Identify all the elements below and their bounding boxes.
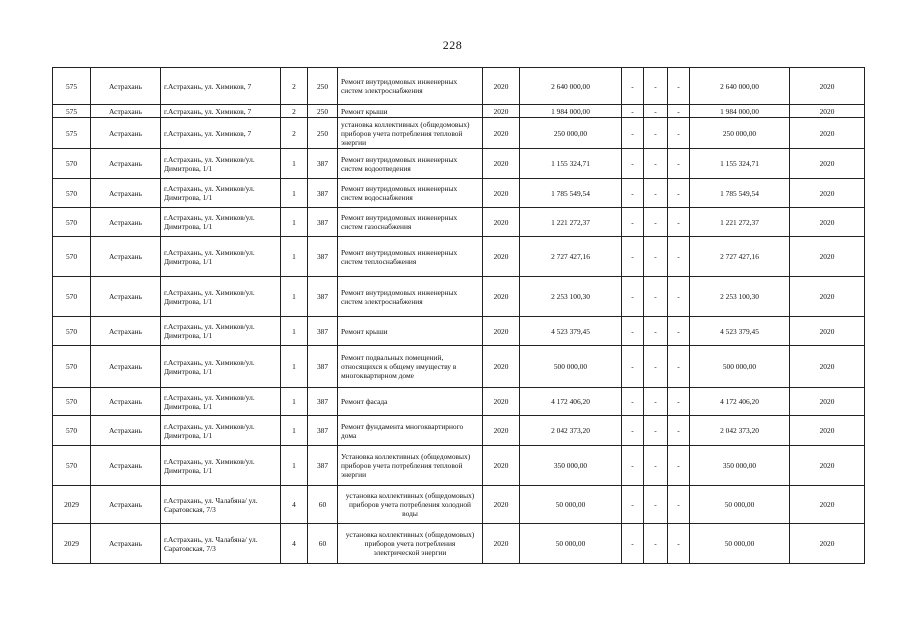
- cost-cell: 2 640 000,00: [520, 68, 622, 105]
- year-cell: 2020: [483, 346, 520, 388]
- row-number: 2029: [53, 524, 91, 564]
- dash-cell-2: -: [644, 524, 668, 564]
- dash-cell-2: -: [644, 105, 668, 118]
- dash-cell-3: -: [668, 346, 690, 388]
- dash-cell-2: -: [644, 68, 668, 105]
- floors-cell: 2: [281, 68, 308, 105]
- floors-cell: 1: [281, 179, 308, 208]
- dash-cell-1: -: [622, 179, 644, 208]
- cost-cell: 500 000,00: [520, 346, 622, 388]
- apartments-cell: 387: [308, 277, 338, 317]
- dash-cell-2: -: [644, 237, 668, 277]
- apartments-cell: 387: [308, 416, 338, 446]
- completion-year-cell: 2020: [790, 446, 865, 486]
- completion-year-cell: 2020: [790, 416, 865, 446]
- table-row: [53, 208, 865, 237]
- dash-cell-2: -: [644, 388, 668, 416]
- address-cell: г.Астрахань, ул. Химиков/ул. Димитрова, 1/1: [161, 179, 281, 208]
- work-type-cell: Ремонт крыши: [338, 317, 483, 346]
- year-cell: 2020: [483, 237, 520, 277]
- dash-cell-3: -: [668, 105, 690, 118]
- year-cell: 2020: [483, 118, 520, 149]
- total-cost-cell: 4 523 379,45: [690, 317, 790, 346]
- row-number: 570: [53, 277, 91, 317]
- floors-cell: 2: [281, 105, 308, 118]
- city-cell: Астрахань: [91, 237, 161, 277]
- dash-cell-2: -: [644, 118, 668, 149]
- dash-cell-1: -: [622, 446, 644, 486]
- city-cell: Астрахань: [91, 208, 161, 237]
- dash-cell-3: -: [668, 416, 690, 446]
- table-row: [53, 179, 865, 208]
- row-number: 570: [53, 317, 91, 346]
- completion-year-cell: 2020: [790, 317, 865, 346]
- year-cell: 2020: [483, 416, 520, 446]
- completion-year-cell: 2020: [790, 524, 865, 564]
- floors-cell: 1: [281, 388, 308, 416]
- cost-cell: 2 727 427,16: [520, 237, 622, 277]
- completion-year-cell: 2020: [790, 118, 865, 149]
- cost-cell: 1 984 000,00: [520, 105, 622, 118]
- floors-cell: 1: [281, 446, 308, 486]
- dash-cell-2: -: [644, 277, 668, 317]
- dash-cell-2: -: [644, 179, 668, 208]
- year-cell: 2020: [483, 388, 520, 416]
- work-type-cell: Ремонт внутридомовых инженерных систем электроснабжения: [338, 68, 483, 105]
- cost-cell: 1 785 549,54: [520, 179, 622, 208]
- apartments-cell: 250: [308, 118, 338, 149]
- dash-cell-3: -: [668, 446, 690, 486]
- address-cell: г.Астрахань, ул. Химиков/ул. Димитрова, 1/1: [161, 446, 281, 486]
- apartments-cell: 60: [308, 486, 338, 524]
- table-row: [53, 416, 865, 446]
- address-cell: г.Астрахань, ул. Химиков/ул. Димитрова, 1/1: [161, 208, 281, 237]
- table-row: [53, 237, 865, 277]
- cost-cell: 250 000,00: [520, 118, 622, 149]
- work-type-cell: установка коллективных (общедомовых) приборов учета потребления тепловой энергии: [338, 118, 483, 149]
- work-type-cell: Ремонт подвальных помещений, относящихся к общему имуществу в многоквартирном доме: [338, 346, 483, 388]
- city-cell: Астрахань: [91, 277, 161, 317]
- year-cell: 2020: [483, 68, 520, 105]
- repair-schedule-table: [52, 67, 865, 564]
- completion-year-cell: 2020: [790, 346, 865, 388]
- city-cell: Астрахань: [91, 105, 161, 118]
- total-cost-cell: 2 727 427,16: [690, 237, 790, 277]
- floors-cell: 1: [281, 237, 308, 277]
- completion-year-cell: 2020: [790, 68, 865, 105]
- table-row: [53, 105, 865, 118]
- dash-cell-1: -: [622, 118, 644, 149]
- row-number: 2029: [53, 486, 91, 524]
- city-cell: Астрахань: [91, 388, 161, 416]
- dash-cell-3: -: [668, 486, 690, 524]
- dash-cell-3: -: [668, 208, 690, 237]
- address-cell: г.Астрахань, ул. Химиков/ул. Димитрова, 1/1: [161, 416, 281, 446]
- work-type-cell: Ремонт фасада: [338, 388, 483, 416]
- dash-cell-2: -: [644, 446, 668, 486]
- total-cost-cell: 50 000,00: [690, 486, 790, 524]
- completion-year-cell: 2020: [790, 105, 865, 118]
- cost-cell: 50 000,00: [520, 486, 622, 524]
- floors-cell: 1: [281, 317, 308, 346]
- apartments-cell: 387: [308, 346, 338, 388]
- completion-year-cell: 2020: [790, 486, 865, 524]
- floors-cell: 1: [281, 416, 308, 446]
- address-cell: г.Астрахань, ул. Химиков/ул. Димитрова, 1/1: [161, 317, 281, 346]
- dash-cell-1: -: [622, 68, 644, 105]
- city-cell: Астрахань: [91, 317, 161, 346]
- address-cell: г.Астрахань, ул. Химиков/ул. Димитрова, 1/1: [161, 149, 281, 179]
- table-row: [53, 118, 865, 149]
- total-cost-cell: 2 640 000,00: [690, 68, 790, 105]
- address-cell: г.Астрахань, ул. Химиков, 7: [161, 68, 281, 105]
- cost-cell: 350 000,00: [520, 446, 622, 486]
- total-cost-cell: 2 253 100,30: [690, 277, 790, 317]
- row-number: 570: [53, 446, 91, 486]
- apartments-cell: 250: [308, 68, 338, 105]
- work-type-cell: Ремонт внутридомовых инженерных систем электроснабжения: [338, 277, 483, 317]
- cost-cell: 2 253 100,30: [520, 277, 622, 317]
- table-row: [53, 149, 865, 179]
- year-cell: 2020: [483, 446, 520, 486]
- dash-cell-1: -: [622, 237, 644, 277]
- year-cell: 2020: [483, 277, 520, 317]
- dash-cell-3: -: [668, 388, 690, 416]
- floors-cell: 1: [281, 149, 308, 179]
- row-number: 570: [53, 208, 91, 237]
- year-cell: 2020: [483, 208, 520, 237]
- dash-cell-3: -: [668, 237, 690, 277]
- cost-cell: 4 172 406,20: [520, 388, 622, 416]
- year-cell: 2020: [483, 179, 520, 208]
- floors-cell: 4: [281, 486, 308, 524]
- dash-cell-1: -: [622, 317, 644, 346]
- city-cell: Астрахань: [91, 486, 161, 524]
- work-type-cell: Ремонт внутридомовых инженерных систем водоотведения: [338, 149, 483, 179]
- work-type-cell: Установка коллективных (общедомовых) приборов учета потребления тепловой энергии: [338, 446, 483, 486]
- row-number: 575: [53, 118, 91, 149]
- row-number: 570: [53, 416, 91, 446]
- address-cell: г.Астрахань, ул. Химиков/ул. Димитрова, 1/1: [161, 388, 281, 416]
- row-number: 575: [53, 68, 91, 105]
- apartments-cell: 387: [308, 179, 338, 208]
- city-cell: Астрахань: [91, 446, 161, 486]
- completion-year-cell: 2020: [790, 179, 865, 208]
- cost-cell: 50 000,00: [520, 524, 622, 564]
- table-row: [53, 446, 865, 486]
- table-row: [53, 486, 865, 524]
- apartments-cell: 250: [308, 105, 338, 118]
- year-cell: 2020: [483, 149, 520, 179]
- apartments-cell: 387: [308, 237, 338, 277]
- work-type-cell: Ремонт внутридомовых инженерных систем водоснабжения: [338, 179, 483, 208]
- year-cell: 2020: [483, 524, 520, 564]
- city-cell: Астрахань: [91, 179, 161, 208]
- dash-cell-2: -: [644, 346, 668, 388]
- work-type-cell: установка коллективных (общедомовых) приборов учета потребления электрической энергии: [338, 524, 483, 564]
- address-cell: г.Астрахань, ул. Химиков/ул. Димитрова, 1/1: [161, 346, 281, 388]
- year-cell: 2020: [483, 486, 520, 524]
- city-cell: Астрахань: [91, 68, 161, 105]
- total-cost-cell: 2 042 373,20: [690, 416, 790, 446]
- floors-cell: 2: [281, 118, 308, 149]
- dash-cell-2: -: [644, 416, 668, 446]
- dash-cell-1: -: [622, 346, 644, 388]
- total-cost-cell: 1 221 272,37: [690, 208, 790, 237]
- dash-cell-1: -: [622, 105, 644, 118]
- completion-year-cell: 2020: [790, 388, 865, 416]
- dash-cell-3: -: [668, 524, 690, 564]
- total-cost-cell: 1 155 324,71: [690, 149, 790, 179]
- apartments-cell: 387: [308, 149, 338, 179]
- dash-cell-1: -: [622, 277, 644, 317]
- dash-cell-1: -: [622, 416, 644, 446]
- dash-cell-3: -: [668, 179, 690, 208]
- year-cell: 2020: [483, 317, 520, 346]
- address-cell: г.Астрахань, ул. Химиков/ул. Димитрова, 1/1: [161, 237, 281, 277]
- total-cost-cell: 250 000,00: [690, 118, 790, 149]
- completion-year-cell: 2020: [790, 277, 865, 317]
- table-row: [53, 317, 865, 346]
- row-number: 570: [53, 346, 91, 388]
- city-cell: Астрахань: [91, 524, 161, 564]
- address-cell: г.Астрахань, ул. Чалабяна/ ул. Саратовская, 7/3: [161, 486, 281, 524]
- floors-cell: 4: [281, 524, 308, 564]
- dash-cell-2: -: [644, 208, 668, 237]
- cost-cell: 2 042 373,20: [520, 416, 622, 446]
- dash-cell-3: -: [668, 118, 690, 149]
- cost-cell: 1 221 272,37: [520, 208, 622, 237]
- work-type-cell: установка коллективных (общедомовых) приборов учета потребления холодной воды: [338, 486, 483, 524]
- table-row: [53, 68, 865, 105]
- table-row: [53, 524, 865, 564]
- cost-cell: 4 523 379,45: [520, 317, 622, 346]
- row-number: 570: [53, 149, 91, 179]
- apartments-cell: 387: [308, 208, 338, 237]
- dash-cell-3: -: [668, 317, 690, 346]
- work-type-cell: Ремонт внутридомовых инженерных систем газоснабжения: [338, 208, 483, 237]
- row-number: 575: [53, 105, 91, 118]
- completion-year-cell: 2020: [790, 208, 865, 237]
- total-cost-cell: 500 000,00: [690, 346, 790, 388]
- dash-cell-1: -: [622, 149, 644, 179]
- table-row: [53, 388, 865, 416]
- completion-year-cell: 2020: [790, 149, 865, 179]
- total-cost-cell: 1 984 000,00: [690, 105, 790, 118]
- apartments-cell: 387: [308, 446, 338, 486]
- floors-cell: 1: [281, 208, 308, 237]
- apartments-cell: 60: [308, 524, 338, 564]
- address-cell: г.Астрахань, ул. Чалабяна/ ул. Саратовская, 7/3: [161, 524, 281, 564]
- dash-cell-1: -: [622, 486, 644, 524]
- dash-cell-1: -: [622, 208, 644, 237]
- row-number: 570: [53, 237, 91, 277]
- dash-cell-2: -: [644, 149, 668, 179]
- table-row: [53, 346, 865, 388]
- dash-cell-2: -: [644, 317, 668, 346]
- floors-cell: 1: [281, 277, 308, 317]
- dash-cell-3: -: [668, 277, 690, 317]
- table-row: [53, 277, 865, 317]
- year-cell: 2020: [483, 105, 520, 118]
- city-cell: Астрахань: [91, 346, 161, 388]
- row-number: 570: [53, 179, 91, 208]
- work-type-cell: Ремонт внутридомовых инженерных систем теплоснабжения: [338, 237, 483, 277]
- total-cost-cell: 4 172 406,20: [690, 388, 790, 416]
- address-cell: г.Астрахань, ул. Химиков, 7: [161, 118, 281, 149]
- row-number: 570: [53, 388, 91, 416]
- dash-cell-1: -: [622, 524, 644, 564]
- dash-cell-2: -: [644, 486, 668, 524]
- dash-cell-1: -: [622, 388, 644, 416]
- page-number: 228: [442, 38, 463, 52]
- total-cost-cell: 350 000,00: [690, 446, 790, 486]
- address-cell: г.Астрахань, ул. Химиков/ул. Димитрова, 1/1: [161, 277, 281, 317]
- apartments-cell: 387: [308, 317, 338, 346]
- work-type-cell: Ремонт крыши: [338, 105, 483, 118]
- cost-cell: 1 155 324,71: [520, 149, 622, 179]
- city-cell: Астрахань: [91, 416, 161, 446]
- floors-cell: 1: [281, 346, 308, 388]
- apartments-cell: 387: [308, 388, 338, 416]
- dash-cell-3: -: [668, 68, 690, 105]
- total-cost-cell: 50 000,00: [690, 524, 790, 564]
- completion-year-cell: 2020: [790, 237, 865, 277]
- dash-cell-3: -: [668, 149, 690, 179]
- work-type-cell: Ремонт фундамента многоквартирного дома: [338, 416, 483, 446]
- city-cell: Астрахань: [91, 118, 161, 149]
- total-cost-cell: 1 785 549,54: [690, 179, 790, 208]
- city-cell: Астрахань: [91, 149, 161, 179]
- address-cell: г.Астрахань, ул. Химиков, 7: [161, 105, 281, 118]
